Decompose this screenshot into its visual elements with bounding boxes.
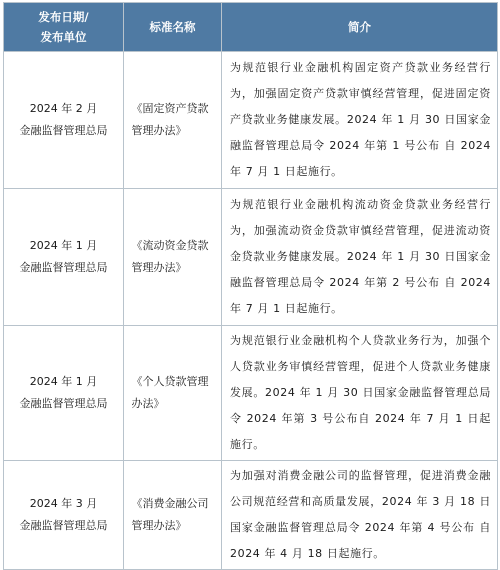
row-date: 2024 年 2 月 [29,102,98,115]
row-date-unit-cell [4,461,124,570]
header-date-unit-line2: 发布单位 [40,30,87,44]
table-row [4,189,498,326]
row-date: 2024 年 1 月 [29,239,98,252]
row-date-unit-cell [4,189,124,326]
row-unit: 金融监督管理总局 [19,519,108,532]
row-unit: 金融监督管理总局 [19,397,108,410]
row-standard-name-cell [124,326,222,461]
row-date: 2024 年 3 月 [29,497,98,510]
row-date: 2024 年 1 月 [29,375,98,388]
row-standard-name-cell [124,52,222,189]
table-row [4,326,498,461]
header-date-unit [4,3,124,52]
row-intro: 为规范银行业金融机构流动资金贷款业务经营行为，加强流动资金贷款审慎经营管理，促进流动资金贷款业务健康发展。2024 年 1 月 30 日国家金融监督管理总局令 2024 年第 2 号公布 自 2024 年 7 月 1 日起施行。 [222,189,498,326]
table-header-row [4,3,498,52]
header-date-unit-line1: 发布日期/ [38,10,89,24]
row-intro: 为加强对消费金融公司的监督管理，促进消费金融公司规范经营和高质量发展，2024 年 3 月 18 日国家金融监督管理总局令 2024 年第 4 号公布 自 2024 年 4 月 18 日起施行。 [222,461,498,570]
row-standard-name: 《个人贷款管理办法》 [131,375,209,410]
row-standard-name-cell [124,189,222,326]
row-standard-name: 《消费金融公司管理办法》 [131,497,209,532]
regulation-table [3,2,498,570]
header-intro: 简介 [222,3,498,52]
row-date-unit-cell [4,52,124,189]
table-row [4,461,498,570]
header-standard-name: 标准名称 [124,3,222,52]
row-intro: 为规范银行业金融机构个人贷款业务行为，加强个人贷款业务审慎经营管理，促进个人贷款业务健康发展。2024 年 1 月 30 日国家金融监督管理总局令 2024 年第 3 号公布自 2024 年 7 月 1 日起施行。 [222,326,498,461]
row-unit: 金融监督管理总局 [19,261,108,274]
row-standard-name: 《流动资金贷款管理办法》 [131,239,209,274]
row-date-unit-cell [4,326,124,461]
row-standard-name-cell [124,461,222,570]
row-unit: 金融监督管理总局 [19,124,108,137]
row-intro: 为规范银行业金融机构固定资产贷款业务经营行为，加强固定资产贷款审慎经营管理，促进固定资产贷款业务健康发展。2024 年 1 月 30 日国家金融监督管理总局令 2024 年第 1 号公布 自 2024 年 7 月 1 日起施行。 [222,52,498,189]
row-standard-name: 《固定资产贷款管理办法》 [131,102,209,137]
table-row [4,52,498,189]
